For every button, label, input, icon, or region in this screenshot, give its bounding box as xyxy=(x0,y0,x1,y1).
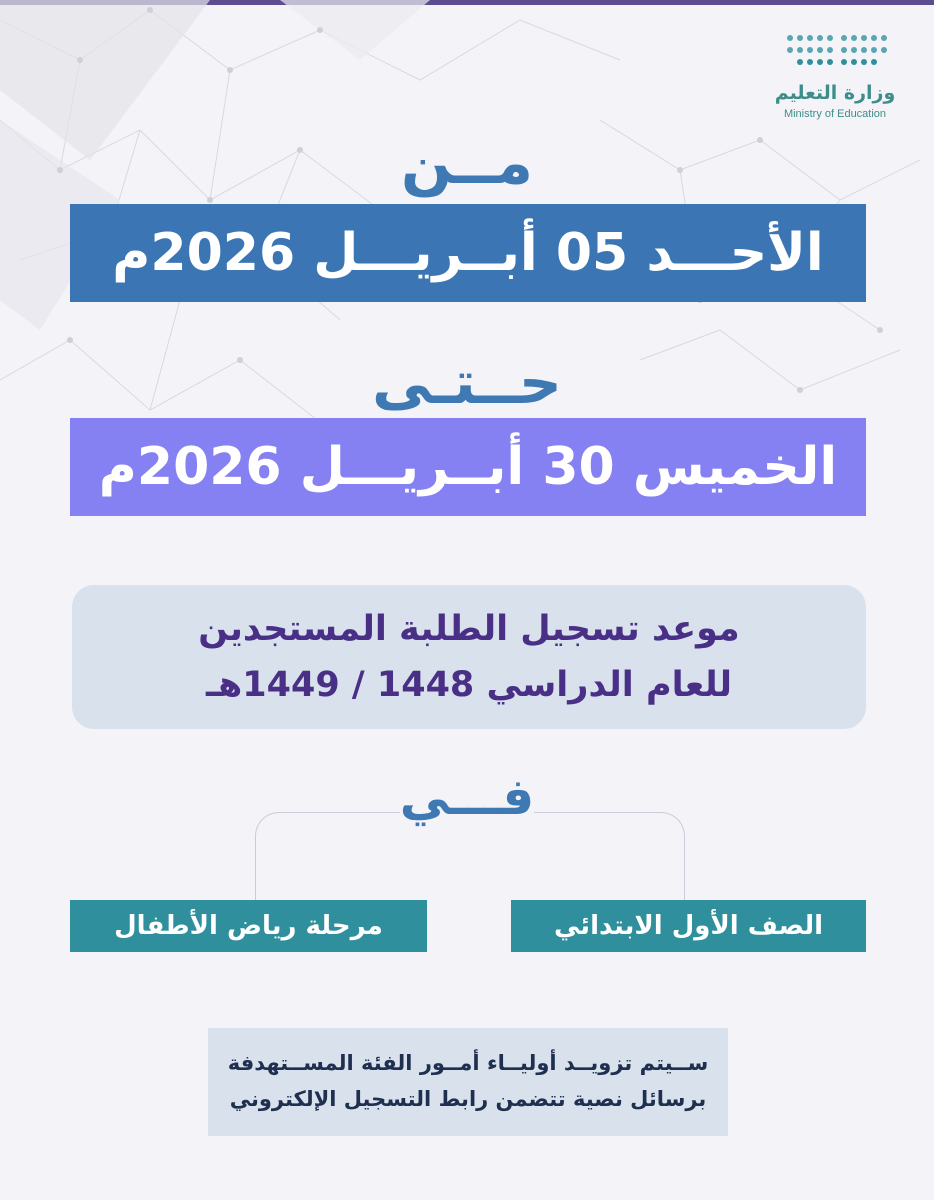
to-heading: حــتـى xyxy=(372,348,562,418)
ministry-logo xyxy=(760,30,910,125)
ministry-logo-icon xyxy=(782,30,892,74)
academic-year: للعام الدراسي 1448 / 1449هـ xyxy=(206,665,732,705)
registration-title: موعد تسجيل الطلبة المستجدين xyxy=(198,609,740,649)
end-date-text: الخميس 30 أبــريـــل 2026م xyxy=(98,437,838,497)
sms-notice-line-1: ســيتم تزويــد أوليــاء أمــور الفئة المســتهدفة xyxy=(227,1051,709,1076)
stage-tag-kindergarten xyxy=(70,900,427,952)
stage-tag-first-grade xyxy=(511,900,866,952)
ministry-name-english: Ministry of Education xyxy=(783,108,887,120)
in-heading: فـــي xyxy=(399,768,535,826)
sms-notice-line-2: برسائل نصية تتضمن رابط التسجيل الإلكتروني xyxy=(229,1087,707,1111)
from-heading: مــن xyxy=(400,128,534,198)
registration-info-box xyxy=(72,585,866,729)
stage-tag-kindergarten-label: مرحلة رياض الأطفال xyxy=(114,911,383,941)
start-date-band xyxy=(70,204,866,302)
ministry-name-arabic: وزارة التعليم xyxy=(774,82,896,104)
start-date-text: الأحـــد 05 أبــريـــل 2026م xyxy=(112,223,824,283)
sms-notice-box xyxy=(208,1028,728,1136)
stage-tag-first-grade-label: الصف الأول الابتدائي xyxy=(554,911,824,941)
end-date-band xyxy=(70,418,866,516)
